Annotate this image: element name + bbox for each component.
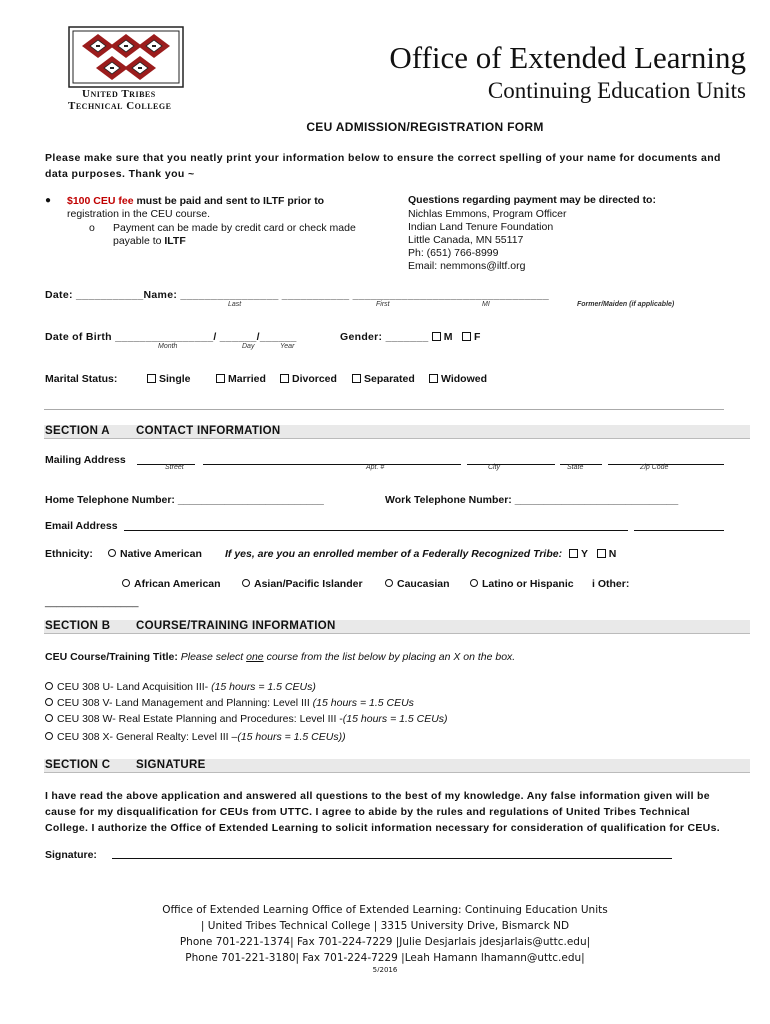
divorced-checkbox[interactable] xyxy=(280,374,289,383)
contact-line: Email: nemmons@iltf.org xyxy=(408,260,526,272)
course-checkbox[interactable] xyxy=(45,698,53,706)
latino-label: Latino or Hispanic xyxy=(482,578,574,590)
fee-text: must be paid and sent to ILTF prior to xyxy=(133,195,325,207)
instr-pre: Please select xyxy=(180,651,247,663)
mailing-sub-state: State xyxy=(567,464,584,471)
course-option[interactable] xyxy=(45,697,414,709)
married-label: Married xyxy=(228,373,266,385)
native-american-label: Native American xyxy=(120,548,202,560)
gender-f-checkbox[interactable] xyxy=(462,332,471,341)
dob-sub-year: Year xyxy=(280,343,295,350)
section-b-bar xyxy=(44,620,750,634)
native-american-radio[interactable] xyxy=(108,549,116,557)
course-option[interactable] xyxy=(45,713,448,725)
dob-field[interactable]: ________________/ ______/______ xyxy=(115,331,297,343)
page-subtitle: Continuing Education Units xyxy=(487,78,746,103)
tribe-no-label: N xyxy=(608,548,617,560)
work-phone-field[interactable]: ____________________________ xyxy=(514,494,679,506)
dob-sub-month: Month xyxy=(158,343,178,350)
date-field[interactable]: ___________ xyxy=(75,289,144,301)
fee-line xyxy=(67,195,324,207)
gender-row xyxy=(340,331,481,343)
email-field-2[interactable] xyxy=(634,530,724,531)
section-b-letter: SECTION B xyxy=(45,620,111,632)
contact-line: Nichlas Emmons, Program Officer xyxy=(408,208,567,220)
section-c-title: SIGNATURE xyxy=(136,759,206,771)
name-field[interactable]: ________________ ___________ ________________________________ xyxy=(180,289,550,301)
widowed-label: Widowed xyxy=(441,373,487,385)
home-phone-label: Home Telephone Number: xyxy=(45,494,175,506)
course-hours: (15 hours = 1.5 CEUs)) xyxy=(237,731,346,743)
mailing-sub-street: Street xyxy=(165,464,184,471)
course-checkbox[interactable] xyxy=(45,732,53,740)
married-checkbox[interactable] xyxy=(216,374,225,383)
gender-field[interactable]: _______ xyxy=(385,331,429,343)
course-hours: (15 hours = 1.5 CEUs xyxy=(312,697,414,709)
instr-post: course from the list below by placing an X on the box. xyxy=(263,651,516,663)
form-title: CEU ADMISSION/REGISTRATION FORM xyxy=(306,120,544,134)
latino-radio[interactable] xyxy=(470,579,478,587)
course-name: CEU 308 W- Real Estate Planning and Procedures: Level III - xyxy=(57,713,343,725)
tribe-no-checkbox[interactable] xyxy=(597,549,606,558)
name-label: Name: xyxy=(143,289,178,301)
footer-line4: Phone 701-221-3180| Fax 701-224-7229 |Leah Hamann lhamann@uttc.edu| xyxy=(185,952,585,964)
eth-asian xyxy=(242,578,363,590)
contact-line: Indian Land Tenure Foundation xyxy=(408,221,554,233)
course-instruction xyxy=(181,651,515,663)
asian-pacific-radio[interactable] xyxy=(242,579,250,587)
tribe-yes-checkbox[interactable] xyxy=(569,549,578,558)
mailing-label: Mailing Address xyxy=(45,454,126,466)
mailing-sub-zip: Zip Code xyxy=(640,464,669,471)
contact-heading: Questions regarding payment may be directed to: xyxy=(408,194,656,206)
contact-line: Little Canada, MN 55117 xyxy=(408,234,524,246)
divider xyxy=(44,409,724,410)
marital-label: Marital Status: xyxy=(45,373,118,385)
intro-text: Please make sure that you neatly print your information below to ensure the correct spelling of your name for documents and data purposes. Thank you ~ xyxy=(45,152,721,180)
course-label: CEU Course/Training Title: xyxy=(45,651,178,663)
dob-sub-day: Day xyxy=(242,343,255,350)
course-hours: (15 hours = 1.5 CEUs) xyxy=(342,713,448,725)
course-option[interactable] xyxy=(45,731,346,743)
course-name: CEU 308 X- General Realty: Level III – xyxy=(57,731,238,743)
org-name-line1: United Tribes xyxy=(82,88,156,100)
divorced-label: Divorced xyxy=(292,373,337,385)
method-line1: Payment can be made by credit card or check made xyxy=(113,222,356,234)
mailing-apt-field[interactable] xyxy=(203,464,461,465)
section-a-bar xyxy=(44,425,750,439)
footer-line2: | United Tribes Technical College | 3315 University Drive, Bismarck ND xyxy=(200,920,570,932)
fee-line2: registration in the CEU course. xyxy=(67,208,210,220)
college-logo xyxy=(68,26,184,88)
contact-line: Ph: (651) 766-8999 xyxy=(408,247,499,259)
caucasian-radio[interactable] xyxy=(385,579,393,587)
footer xyxy=(0,902,770,972)
eth-native xyxy=(108,548,202,560)
method-bullet: o xyxy=(89,222,95,234)
mailing-city-field[interactable] xyxy=(467,464,555,465)
marital-separated xyxy=(352,373,415,385)
method-line2 xyxy=(113,235,186,247)
section-c-letter: SECTION C xyxy=(45,759,111,771)
date-label: Date: xyxy=(45,289,73,301)
course-hours: (15 hours = 1.5 CEUs) xyxy=(211,681,316,693)
home-phone-row xyxy=(45,494,324,506)
widowed-checkbox[interactable] xyxy=(429,374,438,383)
course-checkbox[interactable] xyxy=(45,714,53,722)
name-sub-mi: MI xyxy=(482,301,490,308)
separated-checkbox[interactable] xyxy=(352,374,361,383)
instr-underline: one xyxy=(246,651,264,663)
footer-line3: Phone 701-221-1374| Fax 701-224-7229 |Julie Desjarlais jdesjarlais@uttc.edu| xyxy=(179,936,591,948)
course-name: CEU 308 U- Land Acquisition III- xyxy=(57,681,212,693)
marital-married xyxy=(216,373,266,385)
marital-widowed xyxy=(429,373,487,385)
work-phone-label: Work Telephone Number: xyxy=(385,494,512,506)
eth-caucasian xyxy=(385,578,450,590)
mailing-sub-apt: Apt. # xyxy=(366,464,385,471)
home-phone-field[interactable]: _________________________ xyxy=(177,494,324,506)
single-checkbox[interactable] xyxy=(147,374,156,383)
section-c-bar xyxy=(44,759,750,773)
marital-divorced xyxy=(280,373,337,385)
section-a-title: CONTACT INFORMATION xyxy=(136,425,281,437)
course-option[interactable] xyxy=(45,681,316,693)
course-name: CEU 308 V- Land Management and Planning: Level III xyxy=(57,697,313,709)
tribe-yes-label: Y xyxy=(581,548,588,560)
footer-line1: Office of Extended Learning Office of Extended Learning: Continuing Education Units xyxy=(162,904,608,916)
footer-date: 5/2016 xyxy=(372,966,398,972)
method-payee: ILTF xyxy=(164,235,186,247)
eth-latino xyxy=(470,578,574,590)
signature-statement: I have read the above application and answered all questions to the best of my knowledge. Any false information given will be cause for my disqualification for CEUs from UTTC. I agree to abide by the rules and regulations of United Tribes Technical College. I authorize the Office of Extended Learning to solicit information necessary for consideration of qualification for CEUs. xyxy=(45,790,720,834)
apple-bullet-icon: ● xyxy=(45,195,52,206)
mailing-sub-city: City xyxy=(488,464,501,471)
section-b-title: COURSE/TRAINING INFORMATION xyxy=(136,620,336,632)
caucasian-label: Caucasian xyxy=(397,578,450,590)
course-instruction-row xyxy=(45,651,515,663)
marital-single xyxy=(147,373,191,385)
email-label: Email Address xyxy=(45,520,118,532)
gender-m-checkbox[interactable] xyxy=(432,332,441,341)
asian-pacific-label: Asian/Pacific Islander xyxy=(254,578,363,590)
signature-field[interactable] xyxy=(112,858,672,859)
dob-label: Date of Birth xyxy=(45,331,112,343)
org-name-line2: Technical College xyxy=(68,100,172,112)
gender-label: Gender: xyxy=(340,331,383,343)
name-sub-first: First xyxy=(376,301,390,308)
gender-m-label: M xyxy=(443,331,453,343)
page-title: Office of Extended Learning xyxy=(389,40,746,75)
signature-label: Signature: xyxy=(45,849,97,861)
work-phone-row xyxy=(385,494,678,506)
name-sub-former: Former/Maiden (if applicable) xyxy=(577,301,675,308)
name-sub-last: Last xyxy=(228,301,242,308)
single-label: Single xyxy=(159,373,191,385)
dob-row xyxy=(45,331,297,343)
gender-f-label: F xyxy=(474,331,481,343)
african-american-label: African American xyxy=(134,578,221,590)
eth-african xyxy=(122,578,221,590)
section-a-letter: SECTION A xyxy=(45,425,110,437)
method-line2-text: payable to xyxy=(113,235,165,247)
fee-amount: $100 CEU fee xyxy=(67,195,134,207)
eth-other-field[interactable]: ________________ xyxy=(45,596,139,608)
eth-question xyxy=(225,548,616,560)
separated-label: Separated xyxy=(364,373,415,385)
african-american-radio[interactable] xyxy=(122,579,130,587)
tribe-question: If yes, are you an enrolled member of a Federally Recognized Tribe: xyxy=(225,548,563,560)
email-field[interactable] xyxy=(124,530,628,531)
date-name-row xyxy=(45,289,549,301)
course-checkbox[interactable] xyxy=(45,682,53,690)
eth-other-label: i Other: xyxy=(592,578,630,590)
ethnicity-label: Ethnicity: xyxy=(45,548,93,560)
